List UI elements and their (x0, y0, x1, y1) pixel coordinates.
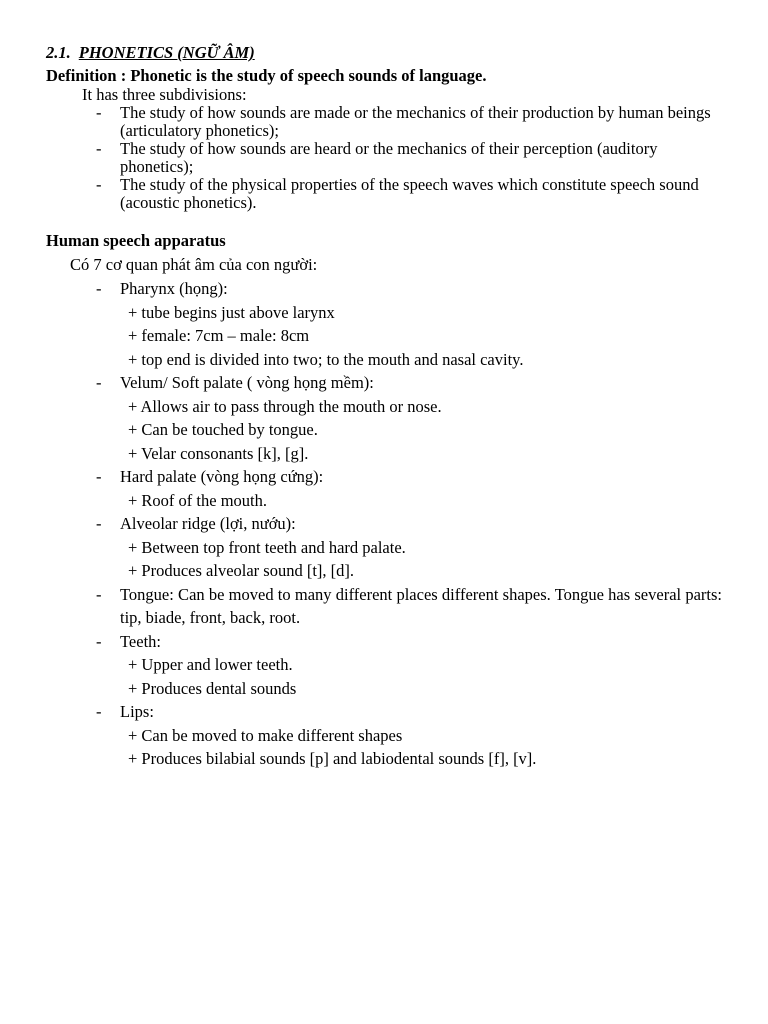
list-item-text: The study of the physical properties of the speech waves which constitute speech sound (acoustic phonetics). (120, 175, 699, 212)
organ-detail: + Produces bilabial sounds [p] and labiodental sounds [f], [v]. (128, 749, 537, 768)
dash-bullet: - (96, 103, 102, 122)
organ-name: Hard palate (vòng họng cứng): (120, 467, 324, 486)
dash-bullet: - (96, 373, 102, 392)
list-item (46, 700, 722, 771)
list-item (46, 277, 722, 371)
organ-name: Pharynx (họng): (120, 279, 228, 298)
organ-detail: + female: 7cm – male: 8cm (128, 326, 310, 345)
section-subtitle: Human speech apparatus (46, 231, 226, 250)
organ-name: Velum/ Soft palate ( vòng họng mềm): (120, 373, 374, 392)
organ-detail: + Between top front teeth and hard palate. (128, 537, 406, 557)
organ-detail: + Produces alveolar sound [t], [d]. (128, 561, 355, 580)
organs-list (46, 277, 722, 771)
organ-name: Teeth: (120, 631, 161, 651)
organ-name: Tongue: Can be moved to many different places different shapes. Tongue has several parts: tip, biade, front, back, root. (120, 584, 722, 627)
dash-bullet: - (96, 631, 102, 651)
list-item (46, 104, 722, 140)
list-item (46, 512, 722, 583)
organ-detail: + Can be moved to make different shapes (128, 725, 403, 745)
list-item (46, 140, 722, 176)
dash-bullet: - (96, 279, 102, 298)
definition-line: Definition : Phonetic is the study of speech sounds of language. (46, 66, 487, 85)
dash-bullet: - (96, 702, 102, 721)
dash-bullet: - (96, 175, 102, 194)
organ-detail: + Upper and lower teeth. (128, 655, 293, 674)
list-item-text: The study of how sounds are heard or the mechanics of their perception (auditory phonetics); (120, 139, 658, 176)
organ-detail: + tube begins just above larynx (128, 302, 335, 322)
organ-detail: + Roof of the mouth. (128, 490, 268, 510)
dash-bullet: - (96, 467, 102, 486)
organ-name: Alveolar ridge (lợi, nướu): (120, 514, 296, 533)
document-page (46, 42, 722, 771)
list-item (46, 465, 722, 512)
subdivisions-intro: It has three subdivisions: (82, 85, 247, 104)
list-item (46, 371, 722, 465)
dash-bullet: - (96, 584, 102, 604)
organ-detail: + Allows air to pass through the mouth or nose. (128, 396, 442, 416)
section-heading (46, 42, 722, 64)
subdivisions-list (46, 104, 722, 212)
dash-bullet: - (96, 139, 102, 158)
organ-name: Lips: (120, 702, 154, 721)
organs-intro: Có 7 cơ quan phát âm của con người: (70, 255, 318, 274)
list-item (46, 176, 722, 212)
list-item (46, 630, 722, 701)
organ-detail: + Can be touched by tongue. (128, 420, 318, 439)
list-item-text: The study of how sounds are made or the mechanics of their production by human beings (articulatory phonetics); (120, 103, 711, 140)
section-number: 2.1. (46, 43, 71, 62)
dash-bullet: - (96, 514, 102, 533)
organ-detail: + top end is divided into two; to the mouth and nasal cavity. (128, 349, 524, 369)
organ-detail: + Velar consonants [k], [g]. (128, 443, 309, 463)
section-title: PHONETICS (NGỮ ÂM) (78, 43, 255, 62)
list-item (46, 583, 722, 630)
speech-apparatus-section (46, 230, 722, 771)
organ-detail: + Produces dental sounds (128, 678, 297, 698)
